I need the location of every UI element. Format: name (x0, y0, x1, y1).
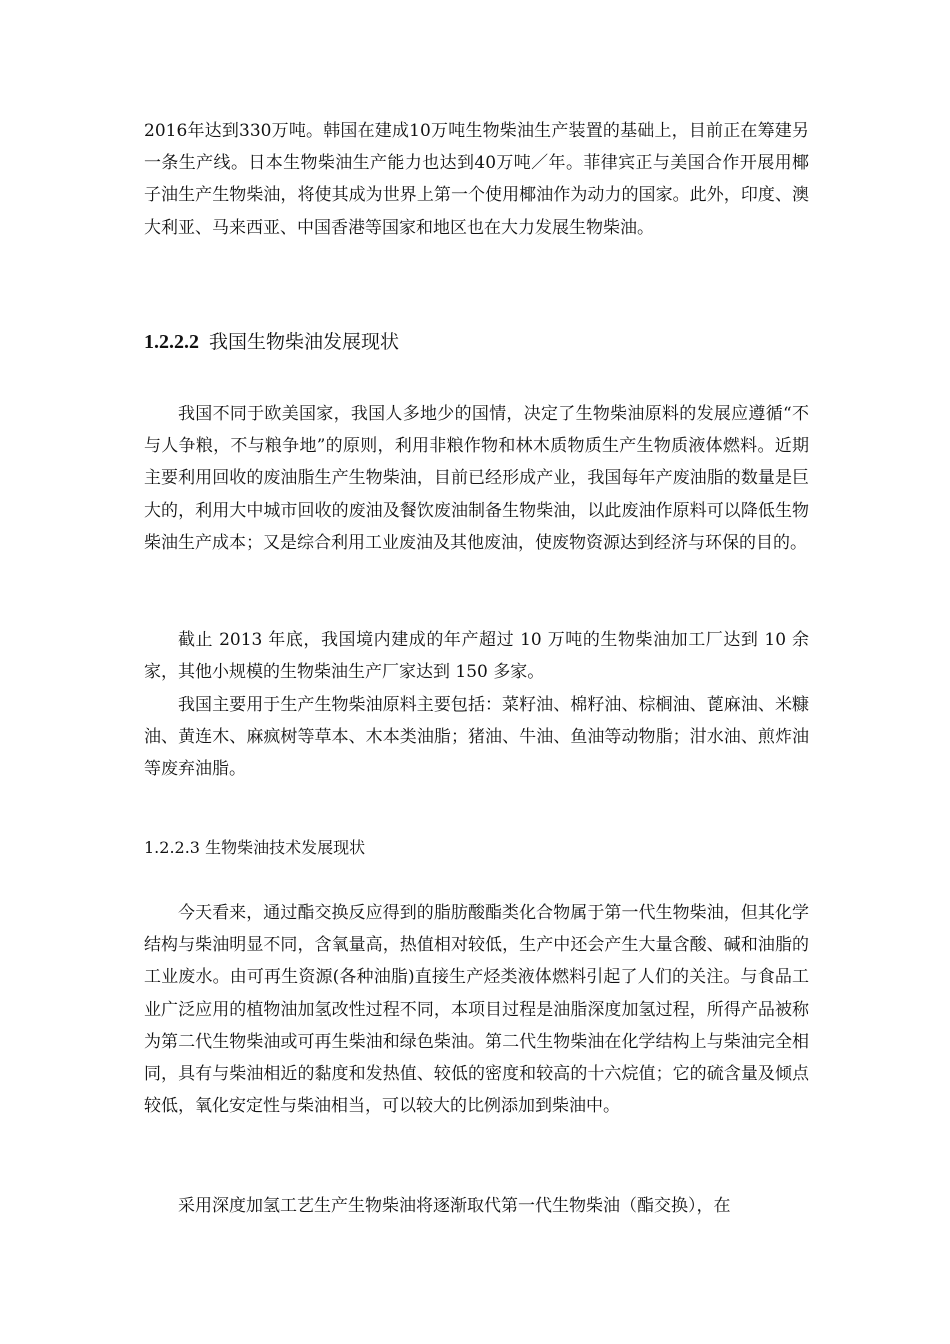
paragraph-second-generation-biodiesel: 今天看来，通过酯交换反应得到的脂肪酸酯类化合物属于第一代生物柴油，但其化学结构与柴油明显不同，含氧量高，热值相对较低，生产中还会产生大量含酸、碱和油脂的工业废水。由可再生资源(各种油脂)直接生产烃类液体燃料引起了人们的关注。与食品工业广泛应用的植物油加氢改性过程不同，本项目过程是油脂深度加氢过程，所得产品被称为第二代生物柴油或可再生柴油和绿色柴油。第二代生物柴油在化学结构上与柴油完全相同，具有与柴油相近的黏度和发热值、较低的密度和较高的十六烷值；它的硫含量及倾点较低，氧化安定性与柴油相当，可以较大的比例添加到柴油中。 (144, 903, 809, 1117)
section-heading-1-2-2-3: 1.2.2.3 生物柴油技术发展现状 (144, 838, 366, 857)
section-heading-1-2-2-2 (144, 324, 399, 360)
paragraph-china-feedstock-types: 我国主要用于生产生物柴油原料主要包括：菜籽油、棉籽油、棕榈油、蓖麻油、米糠油、黄连木、麻疯树等草本、木本类油脂；猪油、牛油、鱼油等动物脂；泔水油、煎炸油等废弃油脂。 (144, 695, 809, 780)
paragraph-china-feedstock-principle: 我国不同于欧美国家，我国人多地少的国情，决定了生物柴油原料的发展应遵循“不与人争粮，不与粮争地”的原则，利用非粮作物和林木质物质生产生物质液体燃料。近期主要利用回收的废油脂生产生物柴油，目前已经形成产业，我国每年产废油脂的数量是巨大的，利用大中城市回收的废油及餐饮废油制备生物柴油，以此废油作原料可以降低生物柴油生产成本；又是综合利用工业废油及其他废油，使废物资源达到经济与环保的目的。 (144, 404, 809, 553)
paragraph-china-plant-count: 截止 2013 年底，我国境内建成的年产超过 10 万吨的生物柴油加工厂达到 10 余家，其他小规模的生物柴油生产厂家达到 150 多家。 (144, 630, 809, 683)
section-number: 1.2.2.2 (144, 331, 199, 353)
section-title: 我国生物柴油发展现状 (209, 331, 400, 353)
paragraph-deep-hydrogenation: 采用深度加氢工艺生产生物柴油将逐渐取代第一代生物柴油（酯交换），在 (178, 1196, 731, 1216)
paragraph-overseas-biodiesel: 2016年达到330万吨。韩国在建成10万吨生物柴油生产装置的基础上，目前正在筹建另一条生产线。日本生物柴油生产能力也达到40万吨／年。菲律宾正与美国合作开展用椰子油生产生物柴油，将使其成为世界上第一个使用椰油作为动力的国家。此外，印度、澳大利亚、马来西亚、中国香港等国家和地区也在大力发展生物柴油。 (144, 121, 809, 238)
